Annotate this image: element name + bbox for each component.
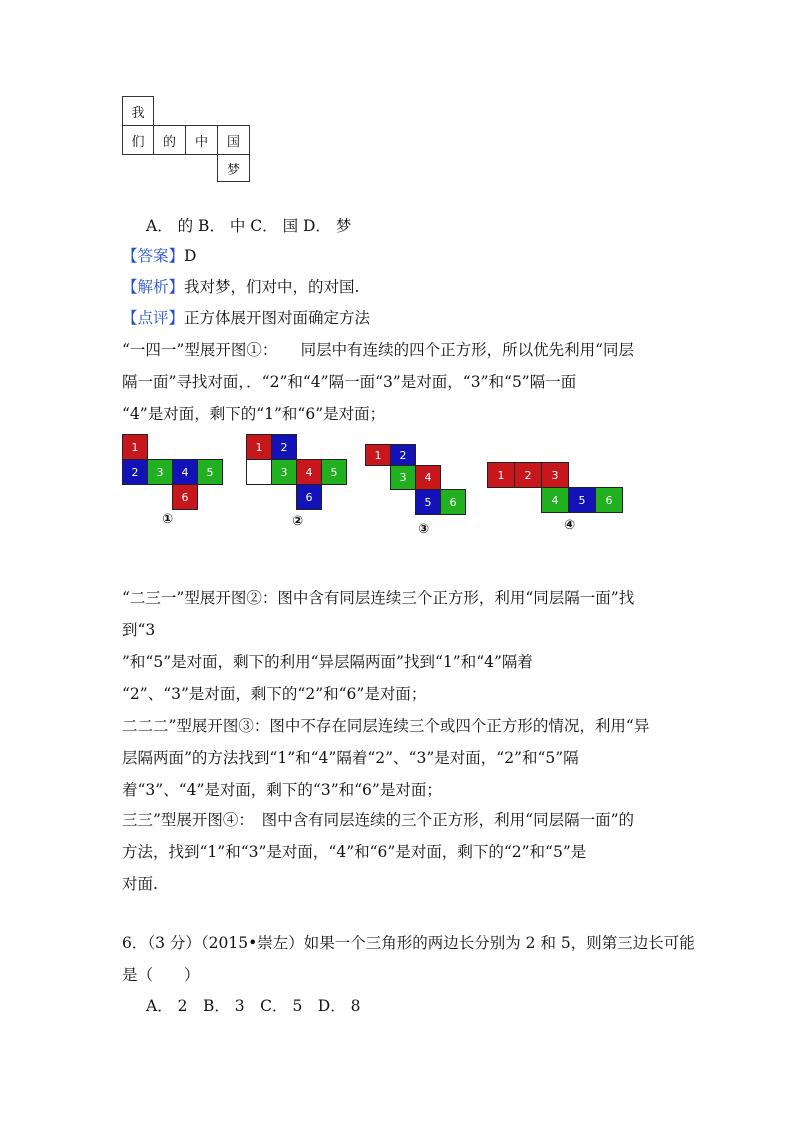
face-square: 1: [365, 444, 391, 466]
face-square: 6: [296, 484, 322, 510]
figure-caption: ④: [564, 518, 576, 533]
face-square: 1: [122, 434, 148, 460]
p1-line: “4”是对面，剩下的“1”和“6”是对面；: [122, 405, 386, 423]
p4-line: 对面.: [122, 875, 158, 893]
question-6-line: 是（ ）: [122, 966, 200, 984]
face-square: 4: [415, 465, 441, 490]
divider: [246, 484, 272, 485]
analysis-line: [122, 275, 359, 297]
face-square: 1: [487, 462, 515, 488]
figure-caption: ①: [162, 512, 174, 527]
figure-caption: ③: [418, 522, 430, 537]
p1-line: 隔一面”寻找对面，．“2”和“4”隔一面“3”是对面，“3”和“5”隔一面: [122, 373, 577, 391]
answer-line: [122, 244, 196, 266]
p3-line: 着“3”、“4”是对面，剩下的“3”和“6”是对面；: [122, 781, 442, 799]
face-square: 3: [390, 465, 416, 490]
p1-line: “一四一”型展开图①： 同层中有连续的四个正方形，所以优先利用“同层: [122, 341, 635, 359]
net-cell: 的: [153, 125, 186, 155]
face-square: 4: [541, 487, 569, 513]
face-square: 3: [271, 459, 297, 485]
net-cell: 我: [122, 96, 154, 126]
face-square: 2: [514, 462, 542, 488]
face-square: 5: [197, 459, 223, 485]
net-cell: 梦: [217, 154, 250, 182]
face-square: 6: [172, 484, 198, 510]
face-square: 3: [541, 462, 569, 488]
net-cell: 中: [185, 125, 218, 155]
p2-line: 到“3: [122, 621, 156, 639]
face-square: 4: [172, 459, 198, 485]
answer-text: D: [184, 247, 197, 265]
analysis-tag: 【解析】: [122, 278, 185, 296]
net-cell: 国: [217, 125, 250, 155]
question-6-line: 6．（3 分）（2015•崇左）如果一个三角形的两边长分别为 2 和 5，则第三边长可能: [122, 934, 695, 952]
comment-line: [122, 306, 370, 328]
p4-line: 方法，找到“1”和“3”是对面，“4”和“6”是对面，剩下的“2”和“5”是: [122, 843, 587, 861]
face-square: 2: [122, 459, 148, 485]
p2-line: ”和“5”是对面，剩下的利用“异层隔两面”找到“1”和“4”隔着: [122, 653, 533, 671]
p3-line: 二二二”型展开图③：图中不存在同层连续三个或四个正方形的情况，利用“异: [122, 717, 650, 735]
analysis-text: 我对梦，们对中，的对国.: [184, 278, 360, 296]
face-square: 5: [321, 459, 347, 485]
face-square: 4: [296, 459, 322, 485]
net-cell: 们: [122, 125, 154, 155]
face-square: 6: [595, 487, 623, 513]
comment-tag: 【点评】: [122, 309, 185, 327]
comment-text: 正方体展开图对面确定方法: [184, 309, 371, 327]
choices-line: A． 的 B． 中 C． 国 D． 梦: [146, 217, 352, 235]
face-square: 1: [246, 434, 272, 460]
divider: [246, 459, 247, 485]
face-square: 2: [390, 444, 416, 466]
face-square: 2: [271, 434, 297, 460]
answer-tag: 【答案】: [122, 247, 185, 265]
p4-line: 三三”型展开图④： 图中含有同层连续的三个正方形，利用“同层隔一面”的: [122, 811, 635, 829]
p2-line: “二三一”型展开图②：图中含有同层连续三个正方形，利用“同层隔一面”找: [122, 589, 635, 607]
p2-line: “2”、“3”是对面，剩下的“2”和“6”是对面；: [122, 685, 427, 703]
face-square: 5: [568, 487, 596, 513]
face-square: 5: [415, 489, 441, 515]
divider: [222, 459, 223, 485]
face-square: 6: [440, 489, 466, 515]
question-6-choices: A． 2 B． 3 C． 5 D． 8: [146, 997, 361, 1015]
face-square: 3: [147, 459, 173, 485]
figure-caption: ②: [292, 514, 304, 529]
p3-line: 层隔两面”的方法找到“1”和“4”隔着“2”、“3”是对面，“2”和“5”隔: [122, 749, 579, 767]
